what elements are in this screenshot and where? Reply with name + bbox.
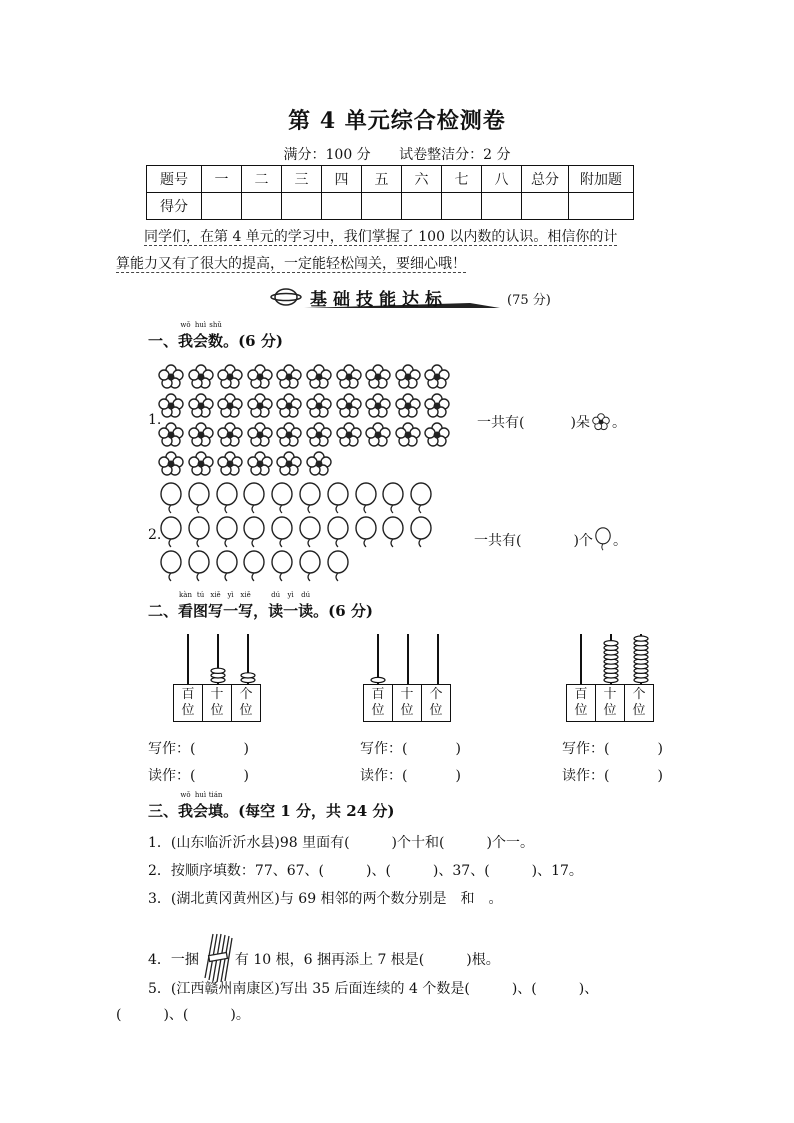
balloon-icon [297,516,323,548]
abacus-rods [170,630,670,686]
char: 一 [283,602,299,620]
header-cell: 八 [482,166,522,193]
pinyin: yì [227,591,234,599]
q1-unit: )朵 [570,415,590,431]
score-row [147,193,634,220]
tens-label: 十 位 [596,685,625,722]
q1-end: 。 [611,415,626,431]
q2-number: 2. [148,527,162,543]
balloon-icon [408,482,434,514]
section-3-heading [148,791,395,821]
fill-question-1: 1．(山东临沂沂水县)98 里面有( )个十和( )个一。 [148,835,534,851]
balloon-icon [325,550,351,582]
header-cell: 六 [402,166,442,193]
abacus-3-labels [566,684,654,722]
balloon-icon [241,482,267,514]
stick-bundle-icon [199,932,235,984]
flower-icon [276,364,302,390]
fill-question-2: 2．按顺序填数：77、67、( )、( )、37、( )、17。 [148,863,583,879]
score-cell[interactable] [362,193,402,220]
intro-text [116,224,656,278]
flower-icon [247,451,273,477]
section-score: 。(6 分) [223,332,283,350]
abacus-bead [371,677,385,682]
balloon-icon [186,516,212,548]
score-table [146,165,634,220]
ones-label: 个 位 [232,685,261,722]
abacus-bead [241,673,255,678]
balloon-icon [380,516,406,548]
hundreds-label: 百 位 [174,685,203,722]
flower-icon [188,422,214,448]
char: 读 [268,602,284,620]
tens-label: 十 位 [393,685,422,722]
flower-icon [247,422,273,448]
flower-icon [395,393,421,419]
balloon-icon [186,482,212,514]
flower-icon [217,422,243,448]
ones-label: 个 位 [625,685,654,722]
flower-icon [365,364,391,390]
header-cell: 二 [242,166,282,193]
fill-question-5-cont: ( )、( )。 [116,1007,250,1023]
char: 看 [178,602,194,620]
header-cell: 一 [202,166,242,193]
flower-icon [217,451,243,477]
score-cell[interactable] [282,193,322,220]
flower-icon [590,413,612,431]
flower-icon [217,364,243,390]
score-cell[interactable] [482,193,522,220]
subtitle [0,144,794,164]
q1-text: 一共有( [477,415,525,431]
char: 数 [208,332,224,350]
header-cell: 题号 [147,166,202,193]
score-cell[interactable] [202,193,242,220]
flower-icon [276,451,302,477]
flower-icon [365,422,391,448]
balloon-icon [269,550,295,582]
intro-line-1: 同学们，在第 4 单元的学习中，我们掌握了 100 以内数的认识。相信你的计 [144,229,618,245]
score-label: 得分 [147,193,202,220]
balloon-icon [158,516,184,548]
read-3: 读作：( ) [562,768,663,784]
balloon-icon [214,482,240,514]
header-cell: 总分 [522,166,569,193]
flower-icon [217,393,243,419]
pinyin: tú [196,591,205,599]
section-number: 三、 [148,802,179,820]
pinyin: wǒ [180,321,191,329]
q2-answer-line [474,527,627,551]
score-cell[interactable] [242,193,282,220]
char: 一 [223,602,239,620]
flower-icon [188,393,214,419]
balloon-icon [325,516,351,548]
flower-icon [306,422,332,448]
read-2: 读作：( ) [360,768,461,784]
comma: ， [253,602,269,620]
full-score: 满分：100 分 [283,147,371,163]
flower-icon [158,422,184,448]
pinyin: huì [194,321,207,329]
flower-icon [424,422,450,448]
score-cell[interactable] [569,193,634,220]
abacus-2-labels [363,684,451,722]
section-2-heading [148,591,374,621]
char: 我 [178,802,194,820]
balloon-icon [214,550,240,582]
flower-icon [395,422,421,448]
char: 会 [193,332,209,350]
hundreds-label: 百 位 [364,685,393,722]
flower-icon [276,393,302,419]
pinyin: shǔ [209,321,222,329]
read-1: 读作：( ) [148,768,249,784]
flower-icon [424,364,450,390]
balloon-icon [353,482,379,514]
banner-score: (75 分) [507,293,551,308]
flower-icon [336,393,362,419]
page-title: 第 4 单元综合检测卷 [288,108,506,134]
header-cell: 五 [362,166,402,193]
pinyin: huì [194,791,207,799]
pinyin: dú [271,591,281,599]
q2-unit: )个 [573,533,593,549]
balloon-icon [297,482,323,514]
pinyin: dú [301,591,311,599]
q4-text: 有 10 根，6 捆再添上 7 根是( )根。 [234,952,500,968]
pinyin: yì [287,591,294,599]
banner-title: 基础技能达标 [310,290,448,310]
flower-icon [158,451,184,477]
flower-icon [365,393,391,419]
header-cell: 附加题 [569,166,634,193]
flower-icon [247,393,273,419]
flower-icon [336,422,362,448]
section-number: 一、 [148,332,179,350]
q2-end: 。 [612,533,627,549]
char: 写 [238,602,254,620]
balloon-icon [297,550,323,582]
flower-icon [247,364,273,390]
char: 我 [178,332,194,350]
score-cell[interactable] [322,193,362,220]
balloon-icon [186,550,212,582]
abacus-bead [604,641,618,646]
pinyin: tián [208,791,223,799]
abacus-1-labels [173,684,261,722]
balloon-icon [380,482,406,514]
flower-icon [424,393,450,419]
balloon-icon [158,550,184,582]
header-cell: 三 [282,166,322,193]
flower-icon [276,422,302,448]
neatness-score: 试卷整洁分：2 分 [399,147,511,163]
char: 写 [208,602,224,620]
balloon-icon [269,516,295,548]
char: 读 [298,602,314,620]
q1-number: 1. [148,412,162,428]
balloon-icon [269,482,295,514]
abacus-bead [211,668,225,673]
flower-icon [306,393,332,419]
balloon-icon [325,482,351,514]
balloon-icon [353,516,379,548]
flower-icon [306,451,332,477]
flower-icon [188,451,214,477]
section-score: 。(每空 1 分，共 24 分) [223,802,395,820]
section-1-heading [148,321,283,351]
pinyin: kàn [179,591,192,599]
pinyin: xiě [210,591,221,599]
score-cell[interactable] [442,193,482,220]
flower-icon [158,364,184,390]
header-cell: 四 [322,166,362,193]
char: 会 [193,802,209,820]
hundreds-label: 百 位 [567,685,596,722]
fill-question-3: 3．(湖北黄冈黄州区)与 69 相邻的两个数分别是 和 。 [148,891,503,907]
section-number: 二、 [148,602,179,620]
balloon-icon [593,527,613,551]
flower-icon [395,364,421,390]
balloon-icon [241,550,267,582]
score-header-row [147,166,634,193]
flower-icon [188,364,214,390]
write-1: 写作：( ) [148,741,249,757]
q1-answer-line [477,412,626,432]
tens-label: 十 位 [203,685,232,722]
char: 图 [193,602,209,620]
ones-label: 个 位 [422,685,451,722]
q4-prefix: 4．一捆 [148,952,199,968]
pinyin: xiě [240,591,251,599]
pinyin: wǒ [180,791,191,799]
balloon-icon [241,516,267,548]
section-score: 。(6 分) [313,602,374,620]
write-3: 写作：( ) [562,741,663,757]
q2-text: 一共有( [474,533,522,549]
abacus-bead [634,636,648,641]
char: 填 [208,802,224,820]
write-2: 写作：( ) [360,741,461,757]
fill-question-5: 5．(江西赣州南康区)写出 35 后面连续的 4 个数是( )、( )、 [148,981,599,997]
flower-icon [306,364,332,390]
fill-question-4 [148,932,500,984]
flower-icon [336,364,362,390]
flower-icon [158,393,184,419]
balloon-icon [408,516,434,548]
score-cell[interactable] [402,193,442,220]
balloon-icon [158,482,184,514]
intro-line-2: 算能力又有了很大的提高，一定能轻松闯关，要细心哦！ [116,256,466,272]
balloon-icon [214,516,240,548]
score-cell[interactable] [522,193,569,220]
header-cell: 七 [442,166,482,193]
